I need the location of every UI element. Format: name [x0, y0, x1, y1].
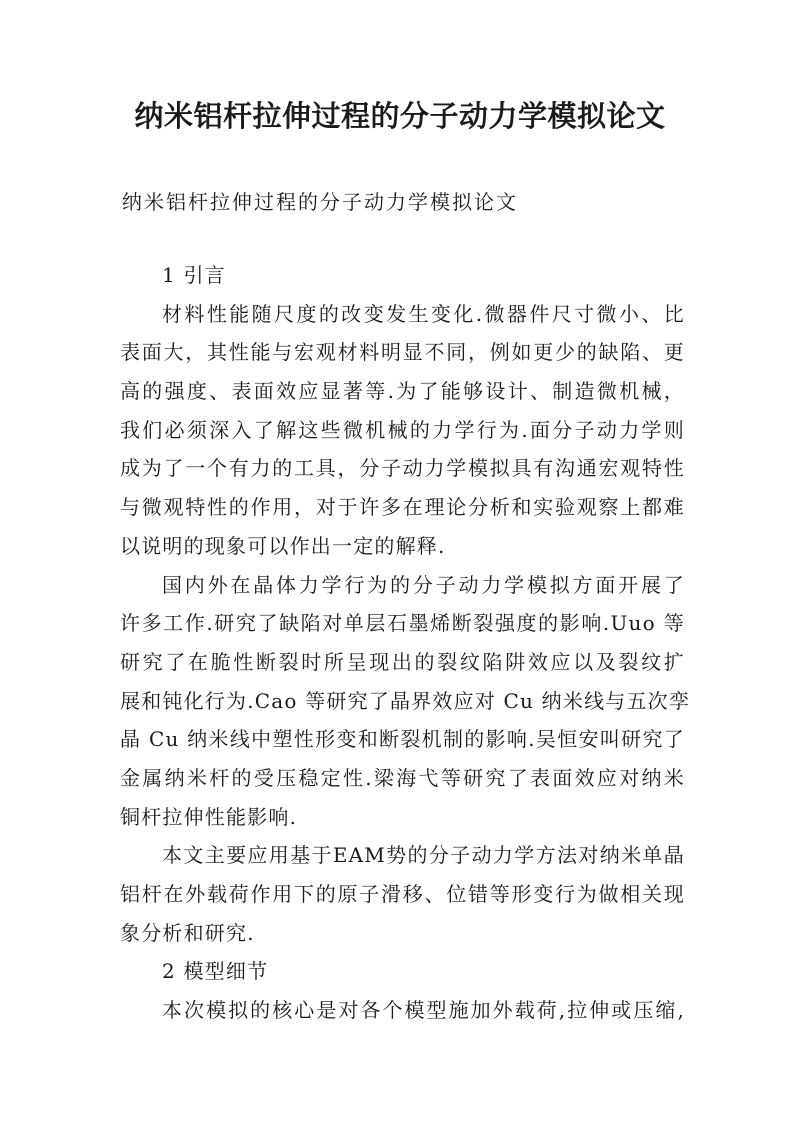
- text-line: 展和钝化行为.Cao 等研究了晶界效应对 Cu 纳米线与五次孪: [120, 688, 691, 713]
- text-line: 国内外在晶体力学行为的分子动力学模拟方面开展了: [162, 572, 685, 597]
- text-line: 本次模拟的核心是对各个模型施加外载荷,拉伸或压缩,: [162, 998, 685, 1023]
- text-line: 晶 Cu 纳米线中塑性形变和断裂机制的影响.吴恒安叫研究了: [120, 727, 685, 752]
- text-line: 研究了在脆性断裂时所呈现出的裂纹陷阱效应以及裂纹扩: [120, 649, 685, 674]
- text-line: 我们必须深入了解这些微机械的力学行为.面分子动力学则: [120, 417, 685, 442]
- text-line: 与微观特性的作用，对于许多在理论分析和实验观察上都难: [120, 495, 685, 520]
- text-line: 高的强度、表面效应显著等.为了能够设计、制造微机械，: [120, 379, 685, 404]
- text-line: 表面大，其性能与宏观材料明显不同，例如更少的缺陷、更: [120, 340, 685, 365]
- document-subtitle: 纳米铝杆拉伸过程的分子动力学模拟论文: [122, 190, 518, 214]
- text-line: 材料性能随尺度的改变发生变化.微器件尺寸微小、比: [162, 301, 685, 326]
- text-line: 许多工作.研究了缺陷对单层石墨烯断裂强度的影响.Uuo 等: [120, 611, 685, 636]
- text-line: 2 模型细节: [162, 959, 269, 984]
- text-line: 成为了一个有力的工具，分子动力学模拟具有沟通宏观特性: [120, 456, 685, 481]
- text-line: 象分析和研究.: [120, 920, 255, 945]
- document-body: [120, 256, 691, 1030]
- text-line: 金属纳米杆的受压稳定性.梁海弋等研究了表面效应对纳米: [120, 765, 685, 790]
- text-line: 1 引言: [162, 263, 226, 287]
- text-line: 以说明的现象可以作出一定的解释.: [120, 533, 446, 558]
- text-line: 铝杆在外载荷作用下的原子滑移、位错等形变行为做相关现: [120, 882, 685, 906]
- text-line: 本文主要应用基于EAM势的分子动力学方法对纳米单晶: [162, 843, 685, 868]
- text-line: 铜杆拉伸性能影响.: [120, 804, 298, 829]
- document-title: 纳米铝杆拉伸过程的分子动力学模拟论文: [134, 99, 666, 133]
